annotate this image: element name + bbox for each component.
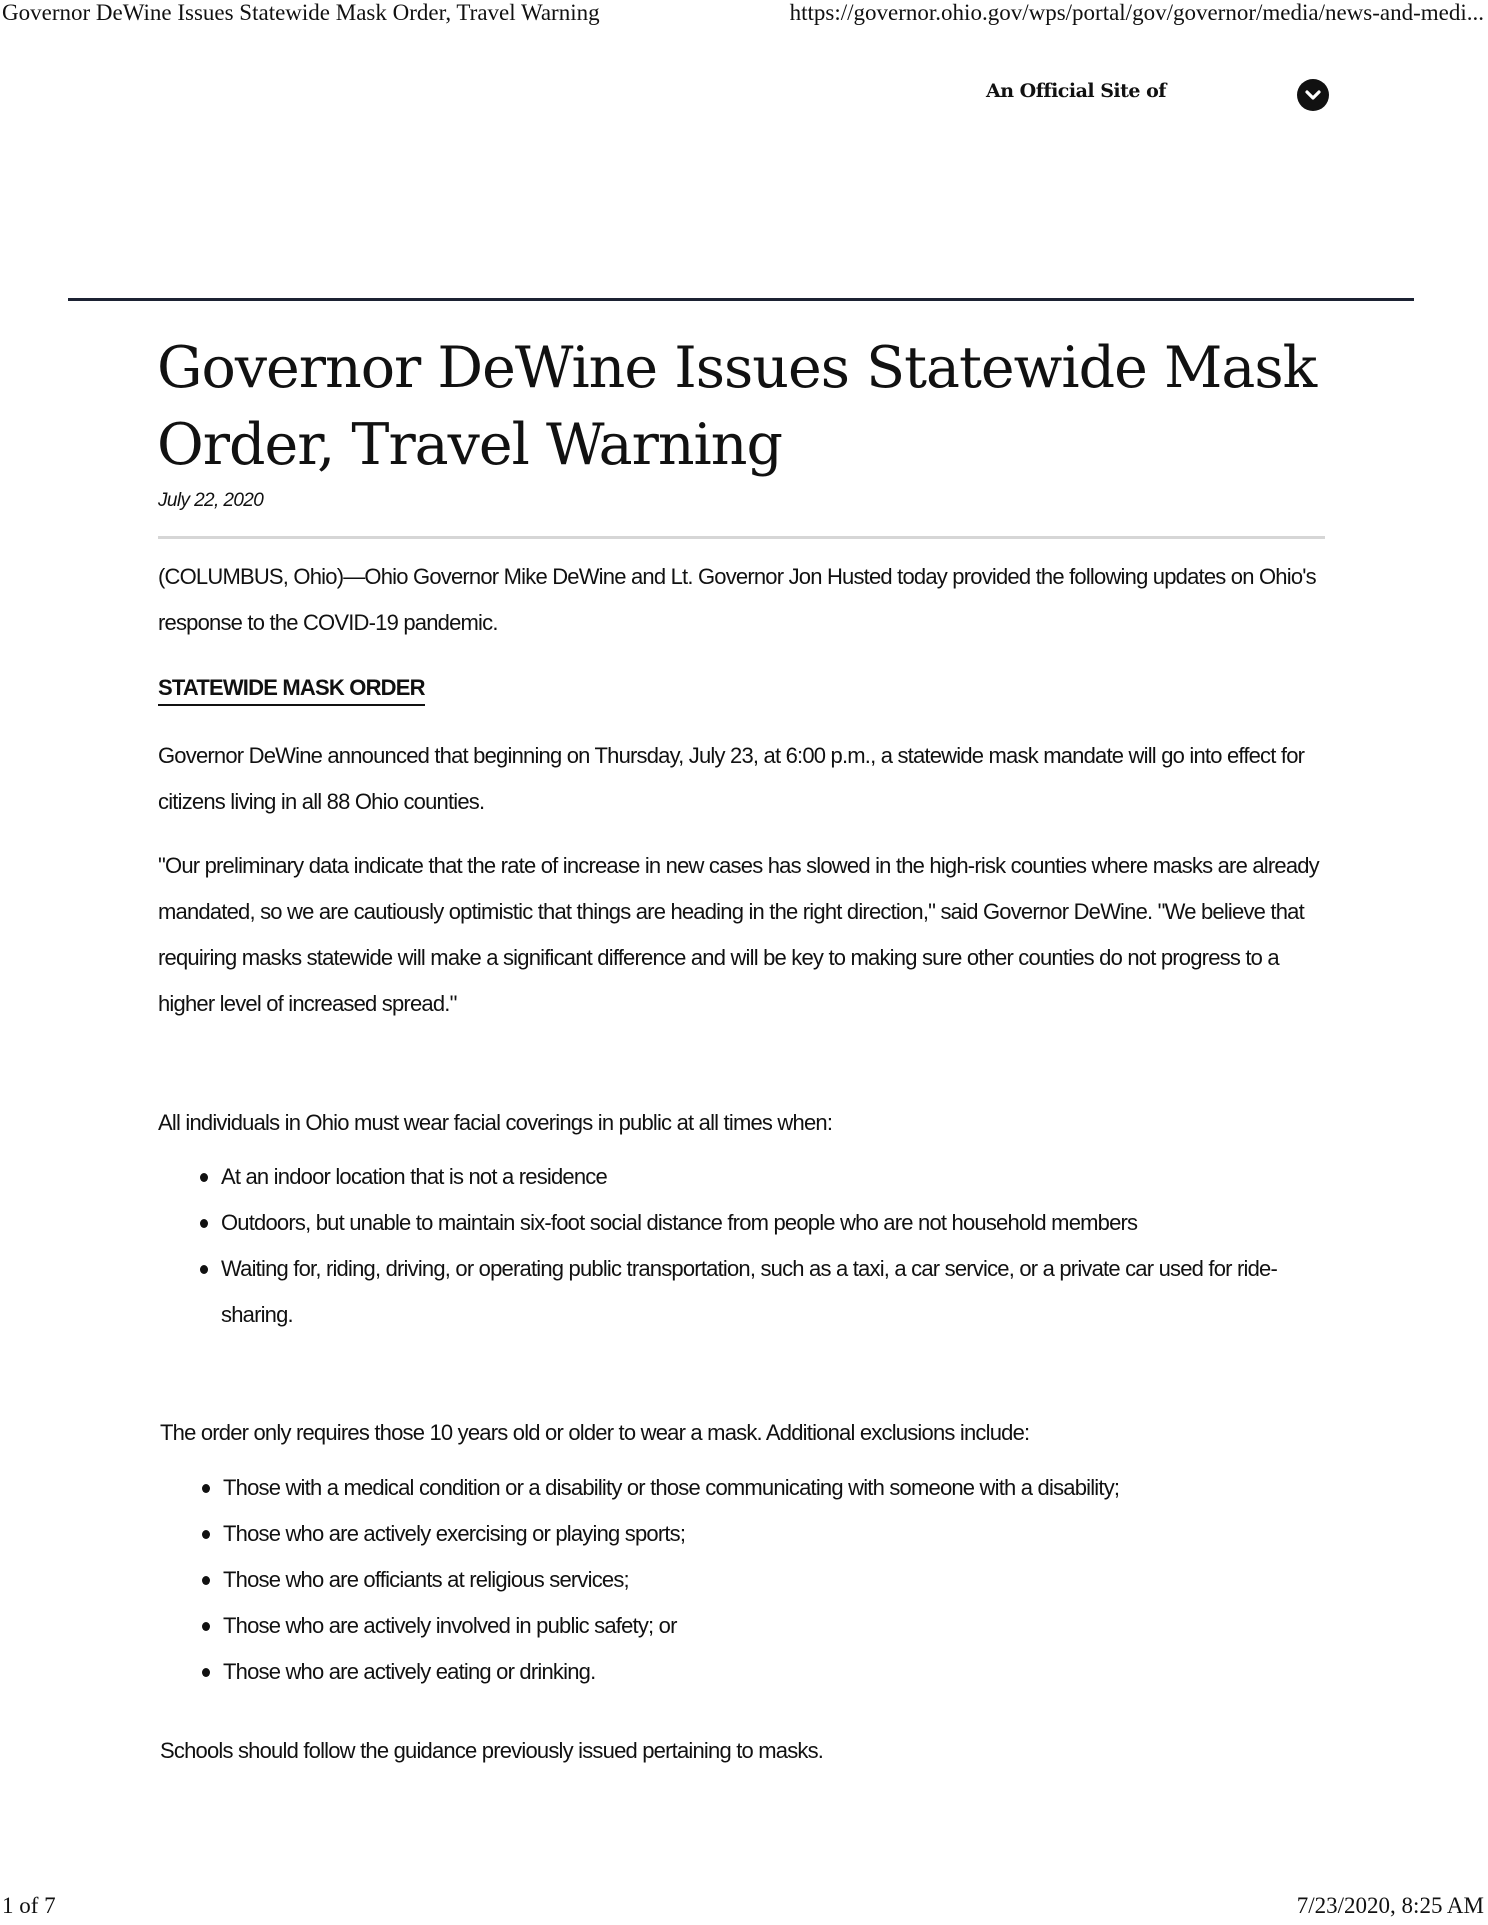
bullet-icon — [202, 1668, 210, 1677]
requirements-list — [197, 1154, 1337, 1338]
exclusions-intro: The order only requires those 10 years old or older to wear a mask. Additional exclusions include: — [160, 1420, 1030, 1445]
date-divider — [158, 536, 1325, 539]
list-item-text: Those who are actively eating or drinking. — [223, 1659, 596, 1684]
list-item — [197, 1200, 1337, 1246]
bullet-icon — [200, 1219, 208, 1228]
list-item — [197, 1154, 1337, 1200]
list-item — [199, 1649, 1399, 1695]
requirements-intro: All individuals in Ohio must wear facial coverings in public at all times when: — [158, 1110, 833, 1135]
list-item — [199, 1465, 1399, 1511]
exclusions-list — [199, 1465, 1399, 1695]
bullet-icon — [200, 1265, 208, 1274]
print-header-title: Governor DeWine Issues Statewide Mask Order, Travel Warning — [2, 0, 600, 25]
bullet-icon — [202, 1622, 210, 1631]
header-divider — [68, 298, 1414, 301]
bullet-icon — [202, 1530, 210, 1539]
list-item-text: Those who are officiants at religious services; — [223, 1567, 629, 1592]
section-heading: STATEWIDE MASK ORDER — [158, 675, 425, 706]
bullet-icon — [202, 1484, 210, 1493]
mandate-paragraph: Governor DeWine announced that beginning on Thursday, July 23, at 6:00 p.m., a statewide mask mandate will go into effect for citizens living in all 88 Ohio counties. — [158, 743, 1305, 814]
list-item-text: Outdoors, but unable to maintain six-foot social distance from people who are not household members — [221, 1210, 1138, 1235]
chevron-down-icon — [1304, 87, 1322, 103]
list-item-text: Those with a medical condition or a disability or those communicating with someone with a disability; — [223, 1475, 1120, 1500]
article-title: Governor DeWine Issues Statewide Mask Order, Travel Warning — [157, 335, 1317, 478]
bullet-icon — [200, 1173, 208, 1182]
bullet-icon — [202, 1576, 210, 1585]
schools-note: Schools should follow the guidance previously issued pertaining to masks. — [160, 1738, 824, 1763]
list-item — [199, 1603, 1399, 1649]
print-footer-page-number: 1 of 7 — [2, 1893, 56, 1918]
official-site-toggle-button[interactable] — [1297, 79, 1329, 111]
article-date: July 22, 2020 — [158, 490, 264, 511]
list-item-text: Waiting for, riding, driving, or operating public transportation, such as a taxi, a car service, or a private car used for ride-sharing. — [221, 1256, 1277, 1327]
official-site-label: An Official Site of — [986, 80, 1166, 102]
list-item — [199, 1557, 1399, 1603]
list-item-text: At an indoor location that is not a residence — [221, 1164, 607, 1189]
list-item — [199, 1511, 1399, 1557]
list-item-text: Those who are actively involved in public safety; or — [223, 1613, 677, 1638]
print-footer-timestamp: 7/23/2020, 8:25 AM — [1296, 1893, 1484, 1918]
list-item-text: Those who are actively exercising or playing sports; — [223, 1521, 686, 1546]
list-item — [197, 1246, 1337, 1338]
print-header-url: https://governor.ohio.gov/wps/portal/gov/governor/media/news-and-medi... — [789, 0, 1484, 25]
intro-paragraph: (COLUMBUS, Ohio)—Ohio Governor Mike DeWine and Lt. Governor Jon Husted today provided the following updates on Ohio's response to the COVID-19 pandemic. — [158, 564, 1316, 635]
quote-paragraph: "Our preliminary data indicate that the rate of increase in new cases has slowed in the high-risk counties where masks are already mandated, so we are cautiously optimistic that things are heading in the right direction," said Governor DeWine. "We believe that requiring masks statewide will make a significant difference and will be key to making sure other counties do not progress to a higher level of increased spread." — [158, 853, 1319, 1016]
